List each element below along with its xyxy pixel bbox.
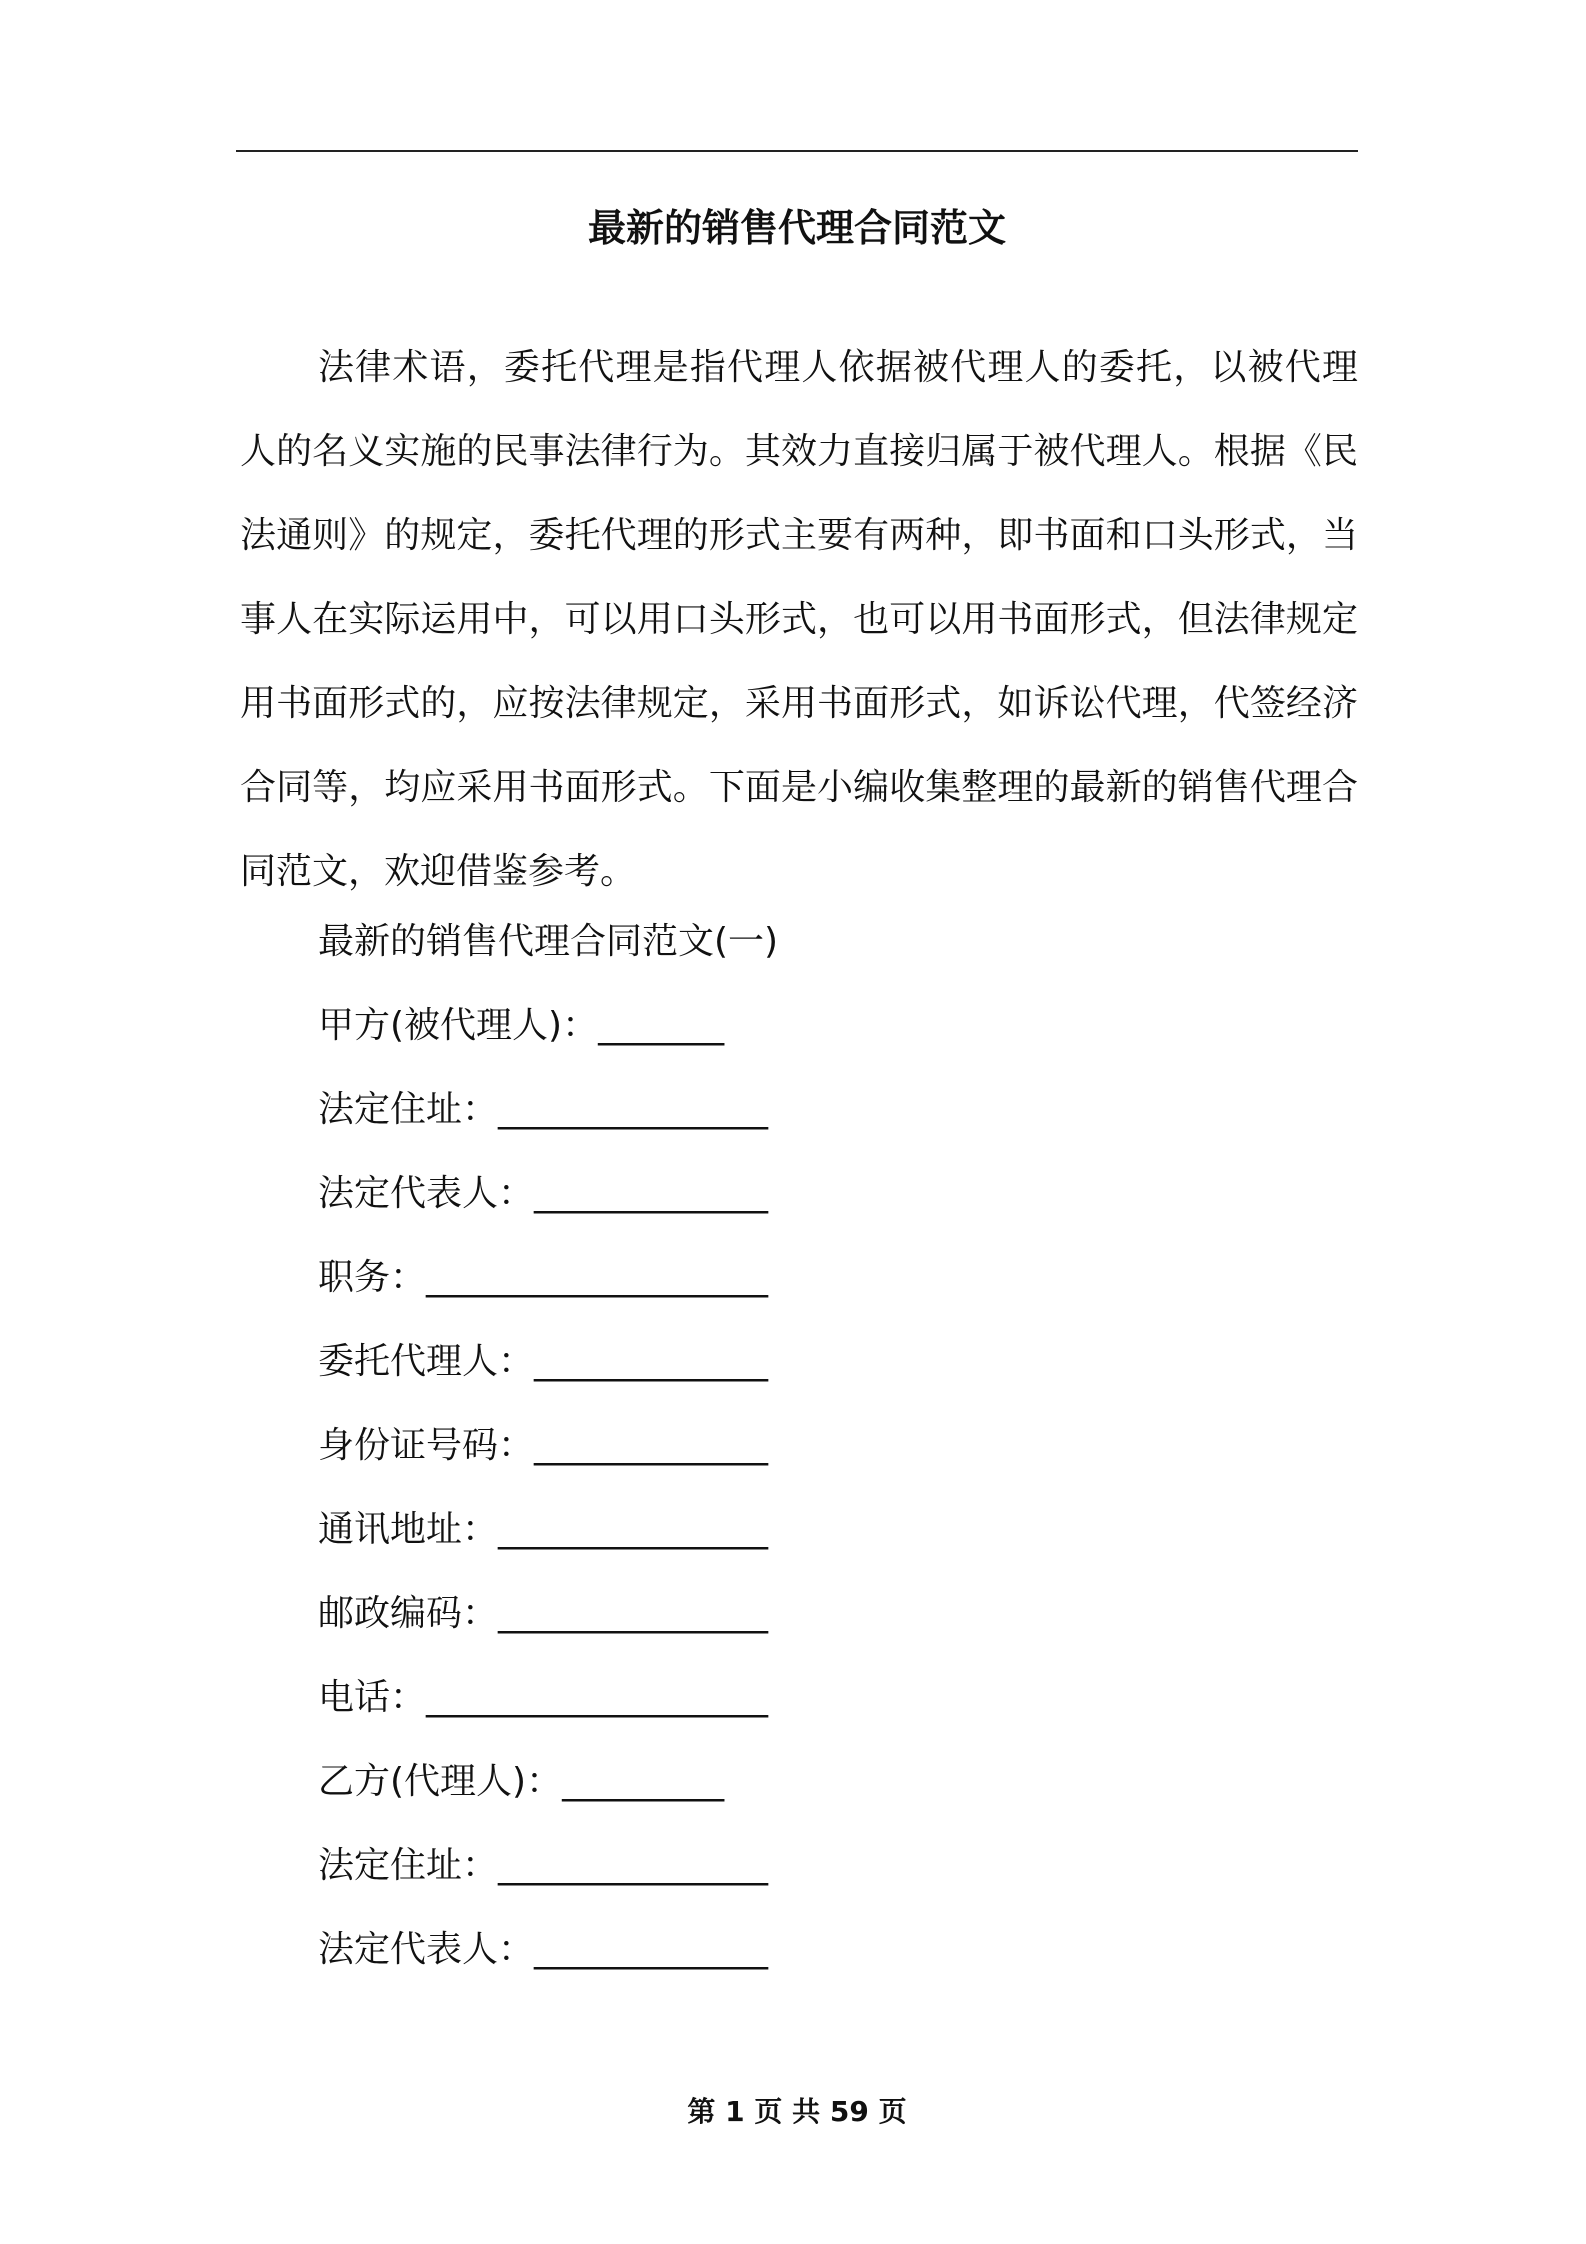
party-a-phone-field: 电话：___________________	[318, 1677, 769, 1718]
section-heading: 最新的销售代理合同范文(一)	[318, 921, 779, 962]
intro-paragraph: 法律术语，委托代理是指代理人依据被代理人的委托，以被代理人的名义实施的民事法律行为。其效力直接归属于被代理人。根据《民法通则》的规定，委托代理的形式主要有两种，即书面和口头形式，当事人在实际运用中，可以用口头形式，也可以用书面形式，但法律规定用书面形式的，应按法律规定，采用书面形式，如诉讼代理，代签经济合同等，均应采用书面形式。下面是小编收集整理的最新的销售代理合同范文，欢迎借鉴参考。	[240, 347, 1358, 892]
page-indicator: 第 1 页 共 59 页	[687, 2095, 907, 2128]
party-a-mailing-address-field: 通讯地址：_______________	[318, 1509, 769, 1550]
party-a-field: 甲方(被代理人)：_______	[318, 1005, 725, 1046]
party-b-field: 乙方(代理人)：_________	[318, 1761, 725, 1802]
party-a-address-field: 法定住址：_______________	[318, 1089, 769, 1130]
party-a-position-field: 职务：___________________	[318, 1257, 769, 1298]
party-a-id-number-field: 身份证号码：_____________	[318, 1425, 769, 1466]
contract-fields	[318, 900, 1318, 1992]
party-a-agent-field: 委托代理人：_____________	[318, 1341, 769, 1382]
party-b-address-field: 法定住址：_______________	[318, 1845, 769, 1886]
party-a-legal-rep-field: 法定代表人：_____________	[318, 1173, 769, 1214]
document-title: 最新的销售代理合同范文	[587, 206, 1006, 250]
party-a-postal-code-field: 邮政编码：_______________	[318, 1593, 769, 1634]
party-b-legal-rep-field: 法定代表人：_____________	[318, 1929, 769, 1970]
header-rule	[236, 150, 1358, 152]
